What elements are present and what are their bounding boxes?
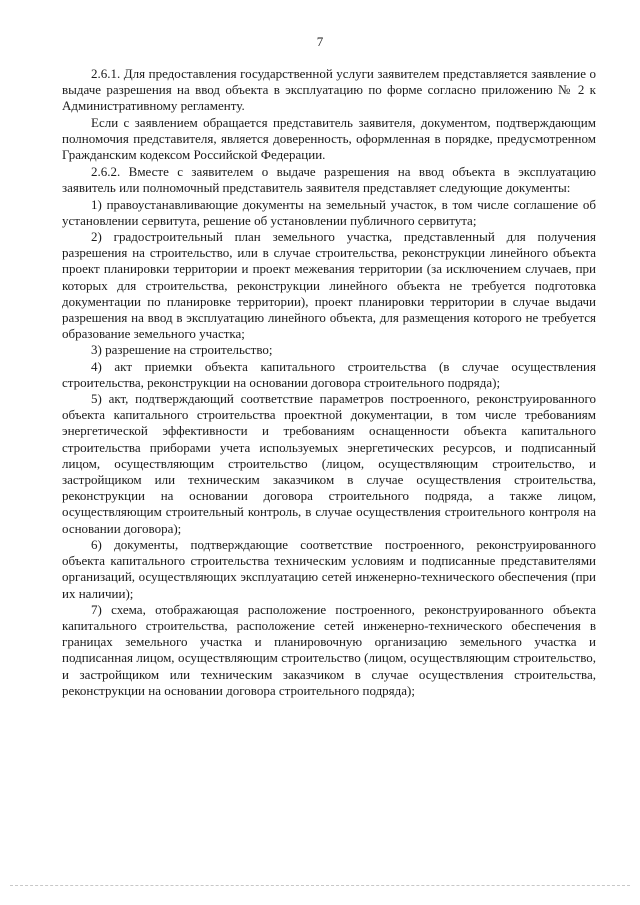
list-item-6: 6) документы, подтверждающие соответствие построенного, реконструированного объекта капитального строительства техническим условиям и подписанные представителями организаций, осуществляющих эксплуатацию сетей инженерно-технического обеспечения (при их наличии); xyxy=(62,536,596,601)
paragraph-2-6-1: 2.6.1. Для предоставления государственной услуги заявителем представляется заявление о выдаче разрешения на ввод объекта в эксплуатацию по форме согласно приложению № 2 к Административному регламенту. xyxy=(62,66,596,114)
list-item-5: 5) акт, подтверждающий соответствие параметров построенного, реконструированного объекта капитального строительства проектной документации, в том числе требованиям энергетической эффективности и требованиям оснащенности объекта капитального строительства приборами учета используемых энергетических ресурсов, и подписанный лицом, осуществляющим строительство (лицом, осуществляющим строительство, и застройщиком или техническим заказчиком в случае осуществления строительства, реконструкции на основании договора строительного подряда, а также лицом, осуществляющим строительный контроль, в случае осуществления строительного контроля на основании договора); xyxy=(62,391,596,536)
list-item-3: 3) разрешение на строительство; xyxy=(91,342,273,358)
list-item-7: 7) схема, отображающая расположение построенного, реконструированного объекта капитального строительства, расположение сетей инженерно-технического обеспечения в границах земельного участка и планировочную организацию земельного участка и подписанная лицом, осуществляющим строительство (лицом, осуществляющим строительство, и застройщиком или техническим заказчиком в случае осуществления строительства, реконструкции на основании договора строительного подряда); xyxy=(62,601,596,698)
page-bottom-rule xyxy=(10,885,630,886)
paragraph-2-6-2: 2.6.2. Вместе с заявителем о выдаче разрешения на ввод объекта в эксплуатацию заявитель или полномочный представитель заявителя представляет следующие документы: xyxy=(62,164,596,196)
document-body xyxy=(62,66,596,699)
list-item-4: 4) акт приемки объекта капитального строительства (в случае осуществления строительства, реконструкции на основании договора строительного подряда); xyxy=(62,358,596,390)
list-item-1: 1) правоустанавливающие документы на земельный участок, в том числе соглашение об установлении сервитута, решение об установлении публичного сервитута; xyxy=(62,196,596,228)
page-number: 7 xyxy=(316,34,324,49)
paragraph-representative: Если с заявлением обращается представитель заявителя, документом, подтверждающим полномочия представителя, является доверенность, оформленная в порядке, предусмотренном Гражданским кодексом Российской Федерации. xyxy=(62,114,596,163)
list-item-2: 2) градостроительный план земельного участка, представленный для получения разрешения на строительство, или в случае строительства, реконструкции линейного объекта проект планировки территории и проект межевания территории (за исключением случаев, при которых для строительства, реконструкции линейного объекта не требуется подготовка документации по планировке территории), проект планировки территории в случае выдачи разрешения на ввод в эксплуатацию линейного объекта, для размещения которого не требуется образование земельного участка; xyxy=(62,229,596,342)
